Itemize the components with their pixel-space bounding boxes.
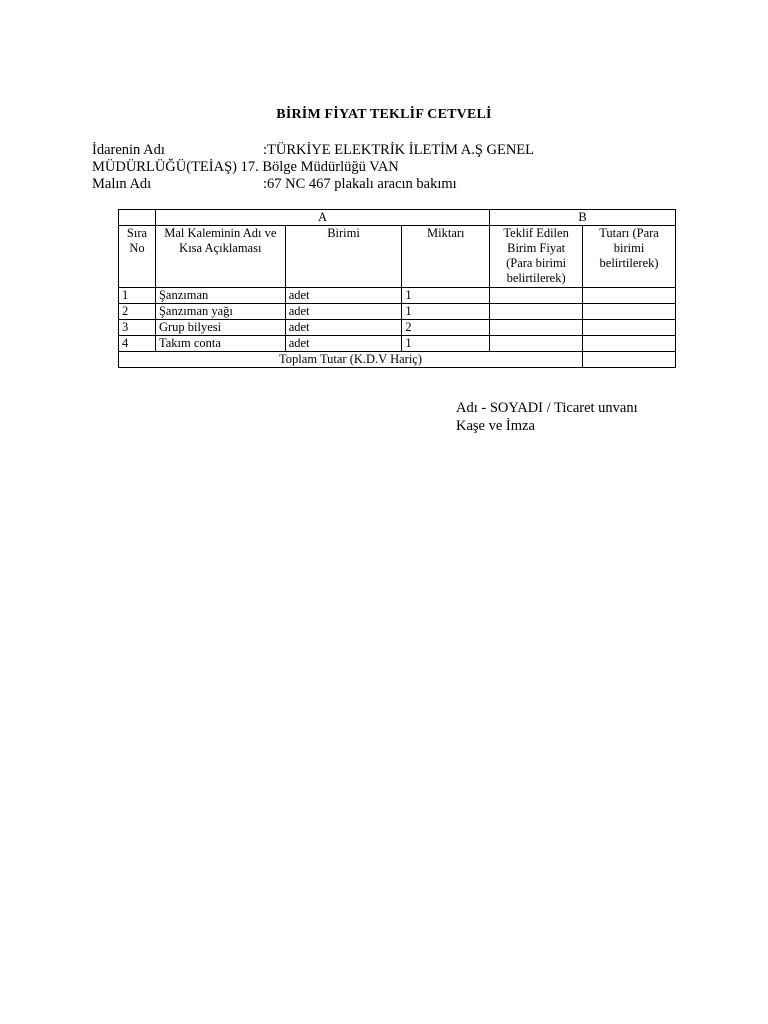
row-no: 1 <box>119 288 156 304</box>
header-total: Tutarı (Para birimi belirtilerek) <box>583 226 676 288</box>
row-unit: adet <box>285 336 402 352</box>
row-total <box>583 336 676 352</box>
row-unit: adet <box>285 288 402 304</box>
signature-stamp-line: Kaşe ve İmza <box>456 418 535 434</box>
table-row <box>119 288 676 304</box>
header-no: Sıra No <box>119 226 156 288</box>
row-total <box>583 288 676 304</box>
row-qty: 2 <box>402 320 490 336</box>
institution-value-line2: MÜDÜRLÜĞÜ(TEİAŞ) 17. Bölge Müdürlüğü VAN <box>92 159 399 175</box>
row-unit-price <box>490 320 583 336</box>
row-total <box>583 304 676 320</box>
goods-label: Malın Adı <box>92 176 152 192</box>
row-qty: 1 <box>402 288 490 304</box>
row-unit-price <box>490 336 583 352</box>
table-row <box>119 304 676 320</box>
row-no: 3 <box>119 320 156 336</box>
row-no: 2 <box>119 304 156 320</box>
institution-label: İdarenin Adı <box>92 142 165 158</box>
header-unit-price: Teklif Edilen Birim Fiyat (Para birimi belirtilerek) <box>490 226 583 288</box>
total-value <box>583 352 676 368</box>
row-total <box>583 320 676 336</box>
row-unit: adet <box>285 304 402 320</box>
price-offer-table <box>118 209 676 368</box>
group-b-header: B <box>490 210 676 226</box>
row-unit-price <box>490 304 583 320</box>
group-a-header: A <box>155 210 489 226</box>
signature-block <box>456 399 638 435</box>
table-row <box>119 336 676 352</box>
row-name: Şanzıman yağı <box>155 304 285 320</box>
total-row <box>119 352 676 368</box>
institution-value-line1: :TÜRKİYE ELEKTRİK İLETİM A.Ş GENEL <box>263 142 535 158</box>
header-unit: Birimi <box>285 226 402 288</box>
group-header-row <box>119 210 676 226</box>
signature-name-line: Adı - SOYADI / Ticaret unvanı <box>456 400 638 416</box>
row-unit: adet <box>285 320 402 336</box>
row-name: Şanzıman <box>155 288 285 304</box>
document-title: BİRİM FİYAT TEKLİF CETVELİ <box>276 107 492 122</box>
header-qty: Miktarı <box>402 226 490 288</box>
header-name: Mal Kaleminin Adı ve Kısa Açıklaması <box>155 226 285 288</box>
column-header-row <box>119 226 676 288</box>
goods-value: :67 NC 467 plakalı aracın bakımı <box>263 176 457 192</box>
row-qty: 1 <box>402 336 490 352</box>
row-qty: 1 <box>402 304 490 320</box>
table-row <box>119 320 676 336</box>
row-unit-price <box>490 288 583 304</box>
row-name: Takım conta <box>155 336 285 352</box>
empty-corner-cell <box>119 210 156 226</box>
row-no: 4 <box>119 336 156 352</box>
total-label: Toplam Tutar (K.D.V Hariç) <box>119 352 583 368</box>
row-name: Grup bilyesi <box>155 320 285 336</box>
